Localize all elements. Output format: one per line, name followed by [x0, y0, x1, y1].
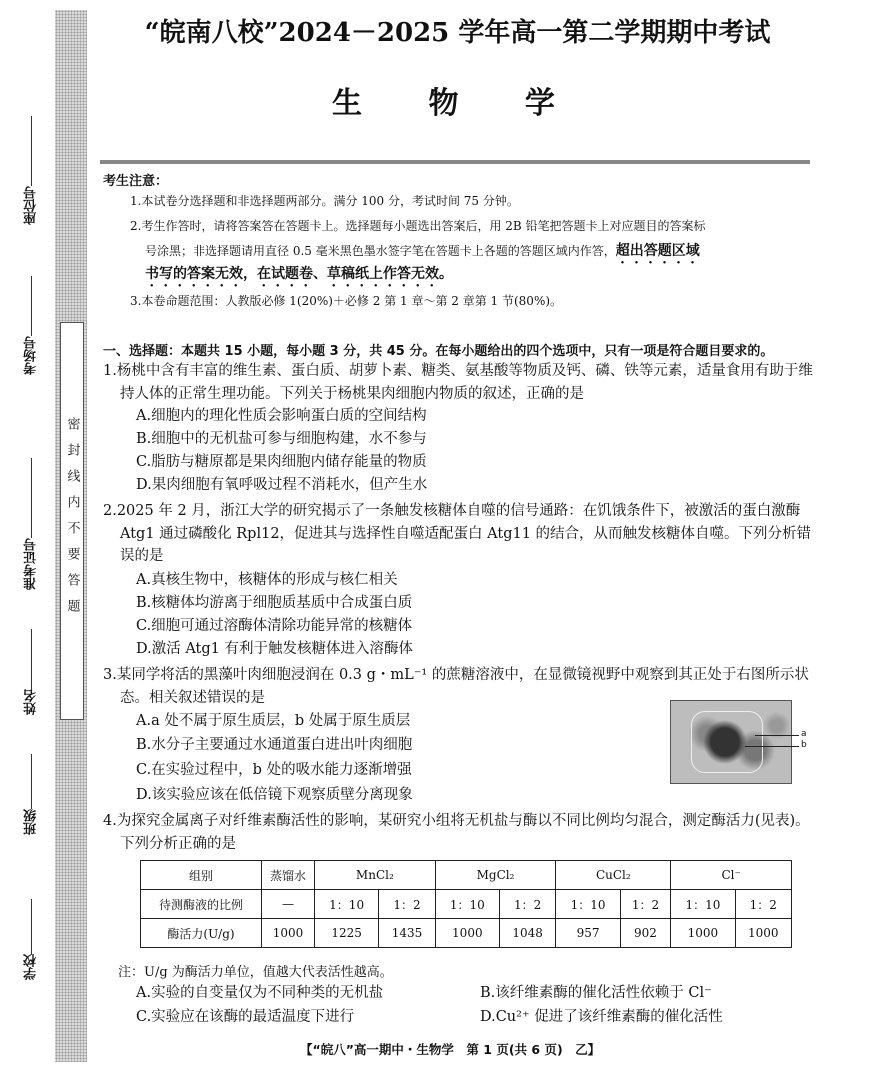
name-label: 姓名: [24, 689, 39, 715]
class-line: [31, 754, 32, 809]
room-number-label: 考场号: [24, 336, 39, 375]
table-cell: 1000: [671, 919, 735, 948]
q2-option-c: C.细胞可通过溶酶体清除功能异常的核糖体: [136, 618, 413, 634]
table-cell: 1：2: [499, 890, 555, 919]
exam-title: “皖南八校”2024－2025 学年高一第二学期期中考试: [144, 18, 771, 48]
enzyme-activity-table: [140, 860, 792, 948]
notice-title: 考生注意：: [103, 174, 169, 189]
table-head-group: 组别: [141, 861, 262, 890]
notice-item-2b: [145, 243, 810, 267]
table-cell: 1435: [379, 919, 435, 948]
table-cell: 1：10: [315, 890, 379, 919]
table-row: [141, 919, 792, 948]
q4-option-c: C.实验应在该酶的最适温度下进行: [136, 1009, 355, 1025]
table-cell: 1000: [435, 919, 499, 948]
seal-warning: 密封线内不要答题: [60, 322, 84, 720]
seat-number-line: [31, 116, 32, 186]
q1-option-b: B.细胞中的无机盐可参与细胞构建，水不参与: [136, 431, 427, 447]
section-heading: 一、选择题：本题共 15 小题，每小题 3 分，共 45 分。在每小题给出的四个选项中，只有一项是符合题目要求的。: [103, 344, 774, 359]
q1-option-c: C.脂肪与糖原都是果肉细胞内储存能量的物质: [136, 454, 427, 470]
q1-option-a: A.细胞内的理化性质会影响蛋白质的空间结构: [136, 408, 427, 424]
question-1-text: 1.杨桃中含有丰富的维生素、蛋白质、胡萝卜素、糖类、氨基酸等物质及钙、磷、铁等元素，适量食用有助于维持人体的正常生理功能。下列关于杨桃果肉细胞内物质的叙述，正确的是: [103, 363, 813, 402]
notice-emphasis-1: 超出答题区域: [615, 243, 700, 259]
q4-option-d: D.Cu²⁺ 促进了该纤维素酶的催化活性: [480, 1009, 723, 1025]
q4-option-a: A.实验的自变量仅为不同种类的无机盐: [136, 985, 384, 1001]
table-cell: 1000: [735, 919, 791, 948]
q1-option-d: D.果肉细胞有氧呼吸过程不消耗水，但产生水: [136, 477, 428, 493]
school-field: [22, 880, 41, 980]
q3-option-a: A.a 处不属于原生质层，b 处属于原生质层: [136, 713, 411, 729]
q2-option-b: B.核糖体均游离于细胞质基质中合成蛋白质: [136, 595, 413, 611]
table-cell: 1：10: [435, 890, 499, 919]
q2-option-a: A.真核生物中，核糖体的形成与核仁相关: [136, 572, 398, 588]
table-head-cl: Cl⁻: [671, 861, 792, 890]
label-a-leader: [755, 735, 799, 736]
notice-item-2b-text: 号涂黑；非选择题请用直径 0.5 毫米黑色墨水签字笔在答题卡上各题的答题区域内作答，: [145, 244, 616, 258]
class-label: 班级: [24, 809, 39, 835]
question-4-stem: [103, 810, 815, 855]
school-line: [31, 899, 32, 954]
seat-number-label: 座位号: [24, 186, 39, 225]
notice-item-2a: 2.考生作答时，请将答案答在答题卡上。选择题每小题选出答案后，用 2B 铅笔把答题卡上对应题目的答案标: [130, 219, 706, 233]
subject-title: 生 物 学: [332, 86, 583, 121]
label-a: a: [801, 729, 807, 739]
table-head-mncl2: MnCl₂: [315, 861, 436, 890]
label-b-leader: [745, 746, 799, 747]
exam-id-line: [31, 458, 32, 538]
q2-option-d: D.激活 Atg1 有利于触发核糖体进入溶酶体: [136, 641, 413, 657]
room-number-line: [31, 276, 32, 336]
question-2-stem: [103, 500, 815, 568]
table-head-mgcl2: MgCl₂: [435, 861, 556, 890]
exam-id-label: 准考证号: [24, 538, 39, 590]
question-4-text: 4.为探究金属离子对纤维素酶活性的影响，某研究小组将无机盐与酶以不同比例均匀混合，测定酶活力(见表)。下列分析正确的是: [103, 813, 810, 852]
notice-item-3: 3.本卷命题范围：人教版必修 1(20%)＋必修 2 第 1 章～第 2 章第 1 节(80%)。: [130, 294, 563, 308]
q3-option-d: D.该实验应该在低倍镜下观察质壁分离现象: [136, 787, 413, 803]
table-row2-label: 酶活力(U/g): [141, 919, 262, 948]
q4-option-b: B.该纤维素酶的催化活性依赖于 Cl⁻: [480, 985, 712, 1001]
table-row1-label: 待测酶液的比例: [141, 890, 262, 919]
exam-id-field: [22, 430, 41, 590]
q3-option-b: B.水分子主要通过水通道蛋白进出叶肉细胞: [136, 737, 413, 753]
table-cell: 1000: [262, 919, 315, 948]
header-divider: [100, 160, 810, 164]
table-note: 注：U/g 为酶活力单位，值越大代表活性越高。: [118, 965, 393, 980]
table-cell: 1：2: [379, 890, 435, 919]
notice-emphasis-2: 书写的答案无效，在试题卷、草稿纸上作答无效。: [145, 266, 453, 282]
table-cell: 1：2: [620, 890, 671, 919]
table-head-cucl2: CuCl₂: [556, 861, 671, 890]
table-cell: 902: [620, 919, 671, 948]
name-field: [22, 605, 41, 715]
table-head-water: 蒸馏水: [262, 861, 315, 890]
table-cell: 1：2: [735, 890, 791, 919]
table-cell: 1：10: [671, 890, 735, 919]
label-b: b: [801, 740, 807, 750]
notice-item-1: 1.本试卷分选择题和非选择题两部分。满分 100 分，考试时间 75 分钟。: [130, 194, 519, 208]
q3-option-c: C.在实验过程中，b 处的吸水能力逐渐增强: [136, 762, 412, 778]
table-cell: —: [262, 890, 315, 919]
table-header-row: [141, 861, 792, 890]
question-2-text: 2.2025 年 2 月，浙江大学的研究揭示了一条触发核糖体自噬的信号通路：在饥饿条件下，被激活的蛋白激酶 Atg1 通过磷酸化 Rpl12，促进其与选择性自噬适配蛋白 Atg11 的结合，从而触发核糖体自噬。下列分析错误的是: [103, 503, 812, 564]
table-cell: 1：10: [556, 890, 620, 919]
question-1-stem: [103, 360, 815, 405]
table-cell: 957: [556, 919, 620, 948]
school-label: 学校: [24, 954, 39, 980]
page-footer: 【“皖八”高一期中・生物学 第 1 页(共 6 页) 乙】: [300, 1042, 601, 1057]
cell-micrograph: [670, 700, 792, 784]
class-field: [22, 735, 41, 835]
room-number-field: [22, 255, 41, 375]
table-cell: 1225: [315, 919, 379, 948]
table-cell: 1048: [499, 919, 555, 948]
table-row: [141, 890, 792, 919]
question-3-text: 3.某同学将活的黑藻叶肉细胞浸润在 0.3 g・mL⁻¹ 的蔗糖溶液中，在显微镜视野中观察到其正处于右图所示状态。相关叙述错误的是: [103, 667, 809, 706]
name-line: [31, 629, 32, 689]
seat-number-field: [22, 95, 41, 225]
